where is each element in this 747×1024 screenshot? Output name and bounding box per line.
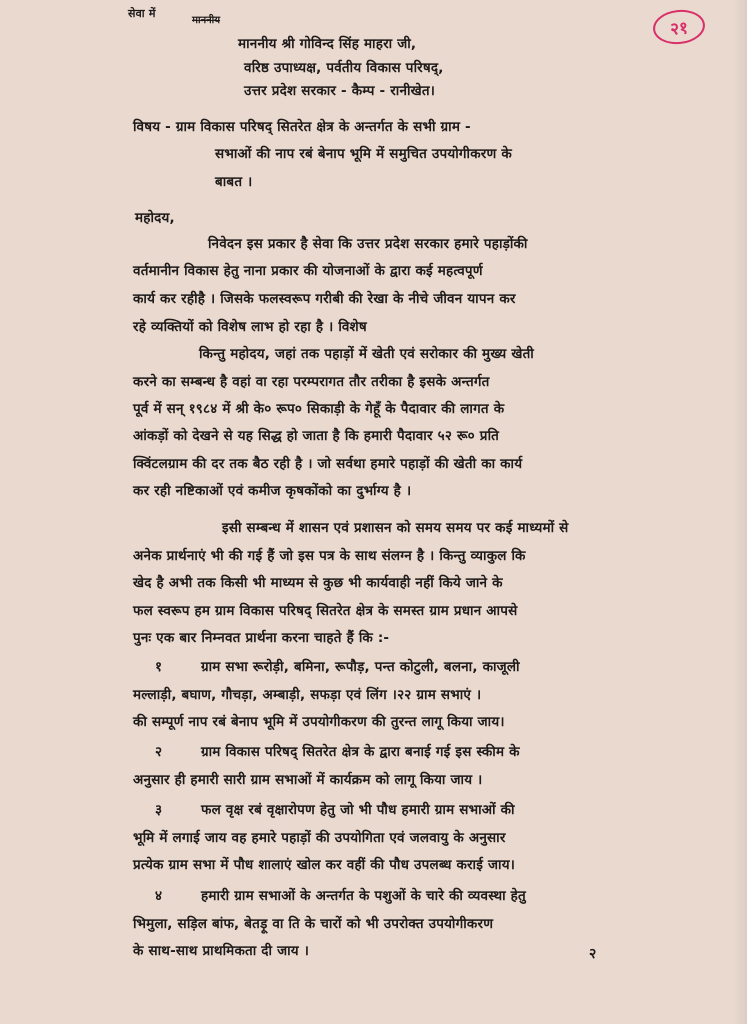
page-mark-circle [651, 7, 706, 46]
body-line: वर्तमानीन विकास हेतु नाना प्रकार की योजनाओं के द्वारा कई महत्वपूर्ण [133, 263, 483, 279]
item-line: मल्लाड़ी, बघाण, गौचड़ा, अम्बाड़ी, सफड़ा एवं लिंग ।२२ ग्राम सभाएं । [133, 687, 482, 703]
body-line: खेद है अभी तक किसी भी माध्यम से कुछ भी कार्यवाही नहीं किये जाने के [133, 575, 503, 591]
salutation: महोदय, [135, 210, 175, 226]
item-line: ग्राम विकास परिषद् सितरेत क्षेत्र के द्वारा बनाई गई इस स्कीम के [201, 744, 520, 760]
item-line: की सम्पूर्ण नाप रबं बेनाप भूमि में उपयोगीकरण की तुरन्त लागू किया जाय। [133, 714, 505, 730]
body-line: फल स्वरूप हम ग्राम विकास परिषद् सितरेत क्षेत्र के समस्त ग्राम प्रधान आपसे [133, 603, 518, 619]
subject-line-3: बाबत । [215, 174, 253, 190]
item-line: हमारी ग्राम सभाओं के अन्तर्गत के पशुओं के चारे की व्यवस्था हेतु [201, 888, 526, 904]
item-line: भिमुला, सड़िल बांफ, बेतड़ू वा ति के चारों को भी उपरोक्त उपयोगीकरण [133, 916, 494, 932]
item-line: अनुसार ही हमारी सारी ग्राम सभाओं में कार्यक्रम को लागू किया जाय । [133, 772, 483, 788]
item-line: फल वृक्ष रबं वृक्षारोपण हेतु जो भी पौध हमारी ग्राम सभाओं की [201, 802, 515, 818]
body-line: आंकड़ों को देखने से यह सिद्ध हो जाता है कि हमारी पैदावार ५२ रू० प्रति [133, 428, 500, 444]
item-line: के साथ-साथ प्राथमिकता दी जाय । [133, 943, 310, 959]
item-line: प्रत्येक ग्राम सभा में पौध शालाएं खोल कर वहीं की पौध उपलब्ध कराई जाय। [133, 857, 516, 873]
body-line: कर रही नष्टिकाओं एवं कमीज कृषकोंको का दुर्भाग्य है । [133, 483, 412, 499]
body-line: रहे व्यक्तियों को विशेष लाभ हो रहा है । विशेष [133, 319, 367, 335]
page-number: २ [589, 946, 597, 962]
address-line-3: उत्तर प्रदेश सरकार - कैम्प - रानीखेत। [244, 83, 436, 99]
item-number: २ [155, 744, 163, 760]
body-line: पुनः एक बार निम्नवत प्रार्थना करना चाहते हैं कि :- [133, 630, 390, 646]
item-number: ३ [155, 802, 163, 818]
address-struck-word: माननीय [192, 15, 221, 26]
address-line-2: वरिष्ठ उपाध्यक्ष, पर्वतीय विकास परिषद्, [244, 60, 444, 76]
body-line: इसी सम्बन्ध में शासन एवं प्रशासन को समय समय पर कई माध्यमों से [222, 520, 569, 536]
body-line: कार्य कर रहीहै । जिसके फलस्वरूप गरीबी की रेखा के नीचे जीवन यापन कर [133, 291, 516, 307]
body-line: करने का सम्बन्ध है वहां वा रहा परम्परागत तौर तरीका है इसके अन्तर्गत [133, 374, 490, 390]
body-line: अनेक प्रार्थनाएं भी की गई हैं जो इस पत्र के साथ संलग्न है । किन्तु व्याकुल कि [133, 548, 526, 564]
body-line: पूर्व में सन् १९८४ में श्री के० रूप० सिकाड़ी के गेहूँ के पैदावार की लागत के [133, 401, 505, 417]
address-line-1: माननीय श्री गोविन्द सिंह माहरा जी, [238, 36, 417, 52]
item-line: भूमि में लगाई जाय वह हमारे पहाड़ों की उपयोगिता एवं जलवायु के अनुसार [133, 830, 506, 846]
subject-line-1: विषय - ग्राम विकास परिषद् सितरेत क्षेत्र के अन्तर्गत के सभी ग्राम - [133, 119, 471, 135]
page-mark-text: २१ [669, 17, 689, 40]
body-line: किन्तु महोदय, जहां तक पहाड़ों में खेती एवं सरोकार की मुख्य खेती [199, 346, 534, 362]
item-line: ग्राम सभा रूरोड़ी, बमिना, रूपौड़, पन्त कोटुली, बलना, काजूली [201, 659, 520, 675]
body-line: निवेदन इस प्रकार है सेवा कि उत्तर प्रदेश सरकार हमारे पहाड़ोंकी [208, 236, 528, 252]
item-number: १ [155, 659, 163, 675]
body-line: क्विंटलग्राम की दर तक बैठ रही है । जो सर्वथा हमारे पहाड़ों की खेती का कार्य [133, 456, 523, 472]
address-prefix: सेवा में [128, 7, 156, 20]
subject-line-2: सभाओं की नाप रबं बेनाप भूमि में समुचित उपयोगीकरण के [215, 146, 512, 162]
item-number: ४ [155, 888, 163, 904]
